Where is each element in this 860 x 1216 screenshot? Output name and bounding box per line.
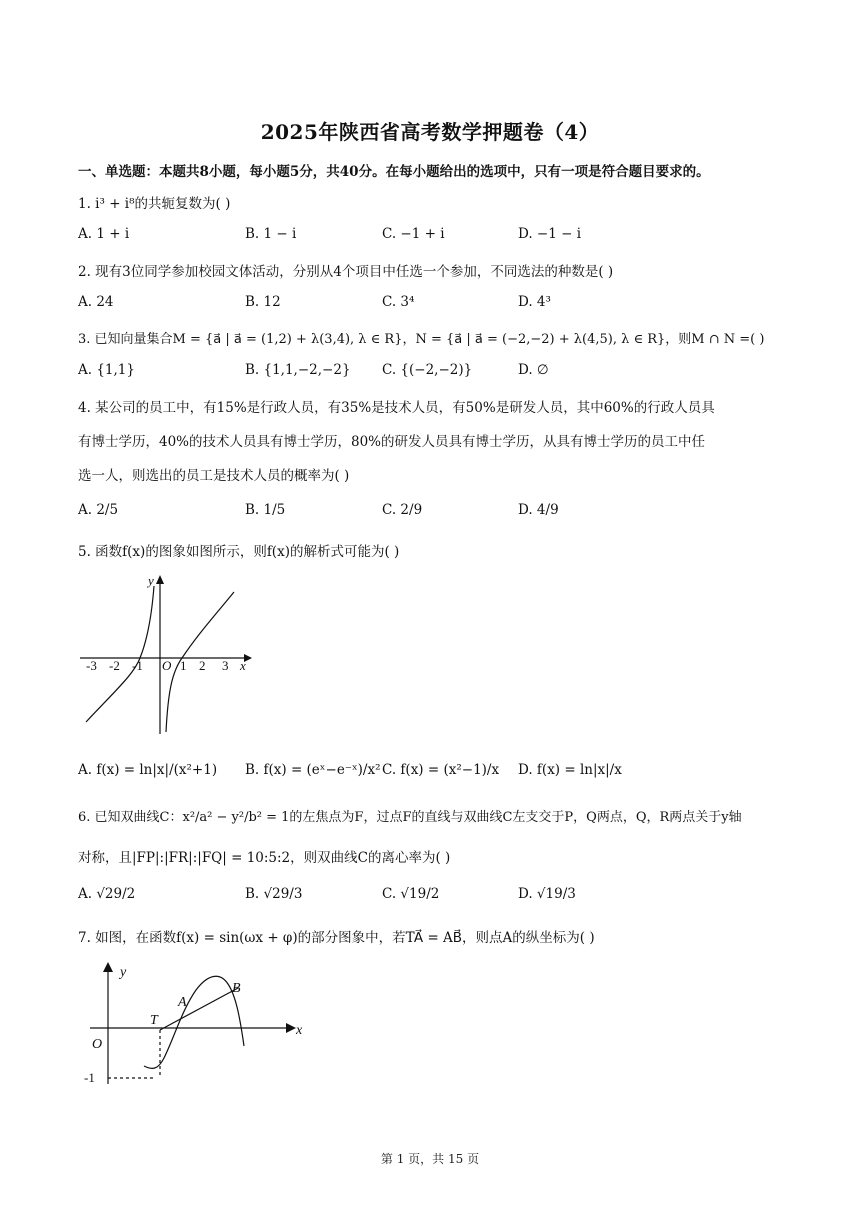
graph5-x-label: x [240, 658, 246, 673]
section-header: 一、单选题：本题共8小题，每小题5分，共40分。在每小题给出的选项中，只有一项是符合题目要求的。 [78, 164, 710, 180]
graph5-tick-neg1: -1 [132, 658, 143, 673]
question-3-option-b: B. {1,1,−2,−2} [245, 362, 351, 378]
graph7-x-arrow-icon [286, 1023, 296, 1033]
question-2-option-b: B. 12 [245, 294, 281, 310]
graph5-tick-3: 3 [222, 658, 229, 673]
question-3-option-a: A. {1,1} [78, 362, 135, 378]
question-7-graph [82, 960, 312, 1090]
graph7-minus-one-label: -1 [84, 1070, 95, 1085]
question-5-option-d: D. f(x) = ln|x|/x [518, 762, 622, 778]
question-5-stem: 5. 函数f(x)的图象如图所示，则f(x)的解析式可能为( ) [78, 544, 400, 560]
graph5-y-label: y [148, 573, 154, 588]
question-4-option-c: C. 2/9 [382, 502, 423, 518]
graph5-tick-neg2: -2 [109, 658, 120, 673]
question-6-option-d: D. √19/3 [518, 886, 576, 902]
question-4-option-d: D. 4/9 [518, 502, 559, 518]
page-footer: 第 1 页，共 15 页 [380, 1152, 480, 1166]
question-5-graph [76, 572, 256, 740]
question-6-option-a: A. √29/2 [78, 886, 136, 902]
question-4-stem-line-2: 有博士学历，40%的技术人员具有博士学历，80%的研发人员具有博士学历，从具有博士学历的员工中任 [78, 434, 706, 450]
question-1-option-c: C. −1 + i [382, 226, 445, 242]
graph5-tick-2: 2 [199, 658, 206, 673]
question-1-option-b: B. 1 − i [245, 226, 297, 242]
question-3-stem: 3. 已知向量集合M = {a⃗ | a⃗ = (1,2) + λ(3,4), λ ∈ R}，N = {a⃗ | a⃗ = (−2,−2) + λ(4,5), λ ∈ R}，则M ∩ N =( ) [78, 332, 765, 347]
graph5-tick-neg3: -3 [86, 658, 97, 673]
question-6-stem-line-1: 6. 已知双曲线C：x²/a² − y²/b² = 1的左焦点为F，过点F的直线与双曲线C左支交于P，Q两点，Q，R两点关于y轴 [78, 810, 742, 825]
page-title: 2025年陕西省高考数学押题卷（4） [260, 120, 600, 144]
graph7-origin-label: O [92, 1037, 103, 1052]
question-2-option-a: A. 24 [78, 294, 114, 310]
question-1-stem: 1. i³ + i⁸的共轭复数为( ) [78, 196, 231, 212]
question-3-option-d: D. ∅ [518, 362, 549, 378]
question-6-option-b: B. √29/3 [245, 886, 303, 902]
graph7-y-label: y [120, 965, 127, 980]
question-4-option-a: A. 2/5 [78, 502, 119, 518]
graph5-left-branch [86, 586, 154, 722]
graph7-point-b: B [232, 981, 241, 996]
graph5-y-arrow-icon [156, 575, 164, 584]
graph7-y-arrow-icon [103, 962, 113, 972]
graph5-tick-1: 1 [180, 658, 187, 673]
question-4-option-b: B. 1/5 [245, 502, 286, 518]
graph7-x-label: x [296, 1023, 303, 1038]
question-5-option-c: C. f(x) = (x²−1)/x [382, 762, 500, 778]
question-1-option-a: A. 1 + i [78, 226, 130, 242]
question-6-option-c: C. √19/2 [382, 886, 440, 902]
graph7-sine-curve [144, 976, 244, 1068]
question-7-stem: 7. 如图，在函数f(x) = sin(ωx + φ)的部分图象中，若TA⃗ = AB⃗，则点A的纵坐标为( ) [78, 930, 595, 946]
graph7-point-a: A [178, 995, 187, 1010]
graph7-point-t: T [150, 1013, 158, 1028]
question-6-stem-line-2: 对称，且|FP|:|FR|:|FQ| = 10:5:2，则双曲线C的离心率为( ) [78, 850, 451, 866]
question-2-option-c: C. 3⁴ [382, 294, 415, 310]
question-2-option-d: D. 4³ [518, 294, 551, 310]
question-4-stem-line-1: 4. 某公司的员工中，有15%是行政人员，有35%是技术人员，有50%是研发人员，其中60%的行政人员具 [78, 400, 715, 416]
question-5-option-a: A. f(x) = ln|x|/(x²+1) [78, 762, 218, 778]
question-4-stem-line-3: 选一人，则选出的员工是技术人员的概率为( ) [78, 468, 350, 484]
question-5-option-b: B. f(x) = (eˣ−e⁻ˣ)/x² [245, 762, 381, 778]
graph7-segment-tb [160, 988, 238, 1030]
question-3-option-c: C. {(−2,−2)} [382, 362, 473, 378]
question-2-stem: 2. 现有3位同学参加校园文体活动，分别从4个项目中任选一个参加，不同选法的种数是( ) [78, 264, 614, 280]
graph5-origin-label: O [162, 658, 172, 673]
question-1-option-d: D. −1 − i [518, 226, 582, 242]
